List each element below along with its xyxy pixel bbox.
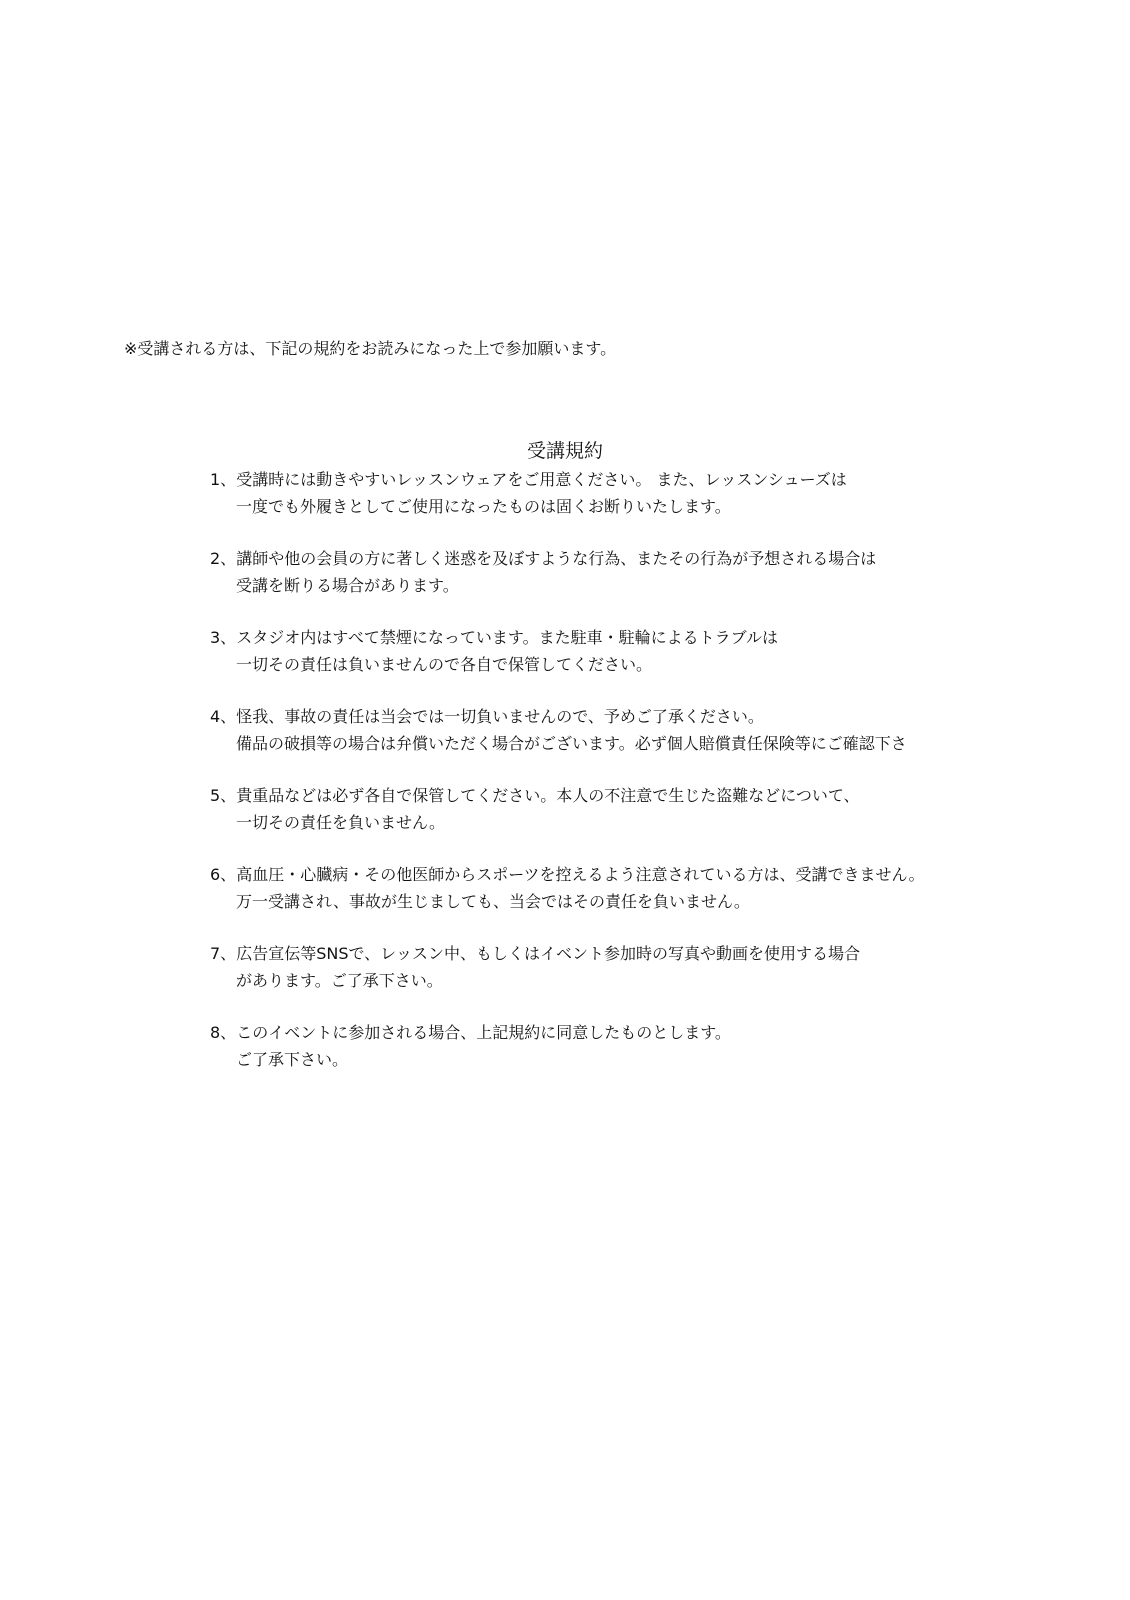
rule-item xyxy=(210,940,1110,1019)
rule-line-1 xyxy=(210,940,1110,967)
rule-item xyxy=(210,861,1110,940)
rule-number: 2、 xyxy=(210,549,237,568)
rules-list xyxy=(210,466,1110,1098)
rule-text: 広告宣伝等SNSで、レッスン中、もしくはイベント参加時の写真や動画を使用する場合 xyxy=(236,944,860,963)
rule-item xyxy=(210,1019,1110,1098)
rule-line-1 xyxy=(210,624,1110,651)
notice-text: ※受講される方は、下記の規約をお読みになった上で参加願います。 xyxy=(124,339,617,358)
rule-item xyxy=(210,782,1110,861)
rule-line-1 xyxy=(210,782,1110,809)
rule-line-2: 備品の破損等の場合は弁償いただく場合がございます。必ず個人賠償責任保険等にご確認下さ xyxy=(236,734,907,753)
rule-line-1 xyxy=(210,545,1110,572)
rule-number: 7、 xyxy=(210,944,237,963)
rule-text: スタジオ内はすべて禁煙になっています。また駐車・駐輪によるトラブルは xyxy=(236,628,778,647)
rule-number: 8、 xyxy=(210,1023,237,1042)
rule-line-2: 一切その責任は負いませんので各自で保管してください。 xyxy=(236,655,653,674)
rule-item xyxy=(210,624,1110,703)
page-title: 受講規約 xyxy=(526,440,603,462)
rule-number: 4、 xyxy=(210,707,237,726)
rule-text: 高血圧・心臓病・その他医師からスポーツを控えるよう注意されている方は、受講できません。 xyxy=(236,865,925,884)
rule-number: 1、 xyxy=(210,470,237,489)
rule-line-1 xyxy=(210,1019,1110,1046)
rule-number: 3、 xyxy=(210,628,237,647)
rule-line-2: 万一受講され、事故が生じましても、当会ではその責任を負いません。 xyxy=(236,892,750,911)
rule-item xyxy=(210,466,1110,545)
rule-number: 6、 xyxy=(210,865,237,884)
rule-line-2: 一切その責任を負いません。 xyxy=(236,813,445,832)
rule-text: 講師や他の会員の方に著しく迷惑を及ぼすような行為、またその行為が予想される場合は xyxy=(236,549,877,568)
rule-line-1 xyxy=(210,466,1110,493)
rule-line-2: 一度でも外履きとしてご使用になったものは固くお断りいたします。 xyxy=(236,497,731,516)
rule-text: 怪我、事故の責任は当会では一切負いませんので、予めご了承ください。 xyxy=(236,707,764,726)
rule-line-2: があります。ご了承下さい。 xyxy=(236,971,443,990)
rule-text: このイベントに参加される場合、上記規約に同意したものとします。 xyxy=(236,1023,731,1042)
rule-number: 5、 xyxy=(210,786,237,805)
rule-line-1 xyxy=(210,703,1110,730)
rule-line-2: 受講を断りる場合があります。 xyxy=(236,576,459,595)
rule-text: 受講時には動きやすいレッスンウェアをご用意ください。 また、レッスンシューズは xyxy=(236,470,847,489)
rule-item xyxy=(210,545,1110,624)
rule-line-2: ご了承下さい。 xyxy=(236,1050,349,1069)
rule-item xyxy=(210,703,1110,782)
rule-text: 貴重品などは必ず各自で保管してください。本人の不注意で生じた盗難などについて、 xyxy=(236,786,860,805)
rule-line-1 xyxy=(210,861,1110,888)
